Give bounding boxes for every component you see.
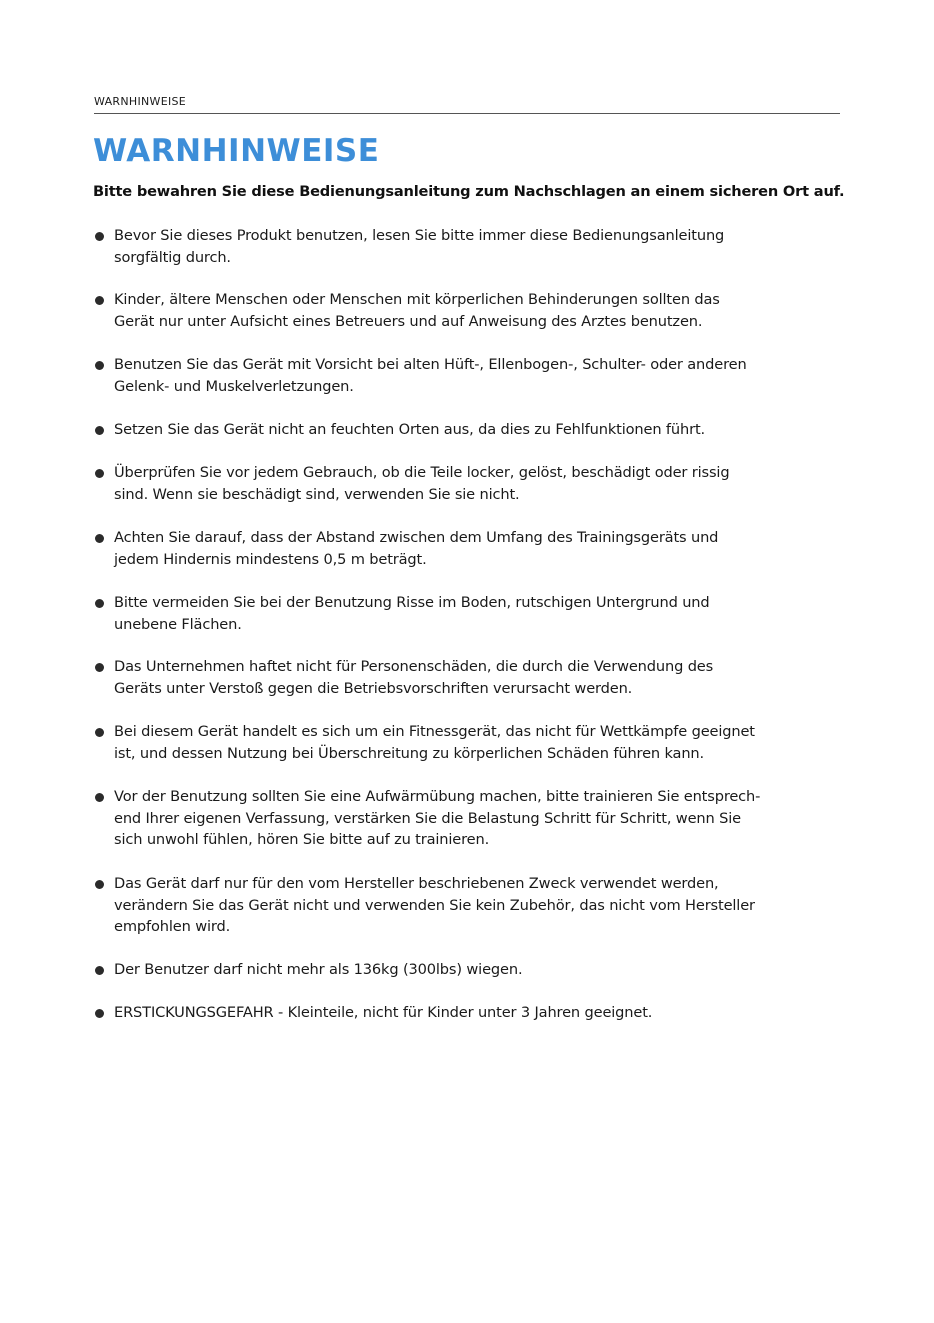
warning-text: Kinder, ältere Menschen oder Menschen mit körperlichen Behinderungen sollten das Gerät nur unter Aufsicht eines Betreuers und auf Anweisung des Arztes benutzen.	[114, 291, 720, 330]
warning-item	[95, 1002, 855, 1024]
warning-text: Setzen Sie das Gerät nicht an feuchten Orten aus, da dies zu Fehlfunktionen führt.	[114, 421, 706, 438]
warning-text: Vor der Benutzung sollten Sie eine Aufwärmübung machen, bitte trainieren Sie entsprech- end Ihrer eigenen Verfassung, verstärken Sie die Belastung Schritt für Schritt, wenn Sie sich unwohl fühlen, hören Sie bitte auf zu trainieren.	[114, 788, 761, 848]
warning-text: Das Unternehmen haftet nicht für Personenschäden, die durch die Verwendung des Geräts unter Verstoß gegen die Betriebsvorschriften verursacht werden.	[114, 658, 714, 697]
bullet-icon	[95, 793, 104, 802]
bullet-icon	[95, 663, 104, 672]
bullet-icon	[95, 534, 104, 543]
warning-text: ERSTICKUNGSGEFAHR - Kleinteile, nicht für Kinder unter 3 Jahren geeignet.	[114, 1004, 653, 1021]
warning-item	[95, 592, 855, 635]
warning-item	[95, 873, 855, 938]
bullet-icon	[95, 232, 104, 241]
warning-item	[95, 419, 855, 441]
warning-item	[95, 462, 855, 505]
bullet-icon	[95, 880, 104, 889]
running-header: WARNHINWEISE	[94, 95, 187, 108]
warning-item	[95, 289, 855, 332]
warning-text: Bitte vermeiden Sie bei der Benutzung Risse im Boden, rutschigen Untergrund und unebene Flächen.	[114, 594, 710, 633]
page-title: WARNHINWEISE	[93, 133, 380, 169]
bullet-icon	[95, 426, 104, 435]
bullet-icon	[95, 599, 104, 608]
warning-text: Bei diesem Gerät handelt es sich um ein Fitnessgerät, das nicht für Wettkämpfe geeignet ist, und dessen Nutzung bei Überschreitung zu körperlichen Schäden führen kann.	[114, 723, 755, 762]
bullet-icon	[95, 1009, 104, 1018]
warning-text: Der Benutzer darf nicht mehr als 136kg (300lbs) wiegen.	[114, 961, 523, 978]
warning-text: Bevor Sie dieses Produkt benutzen, lesen Sie bitte immer diese Bedienungsanleitung sorgfältig durch.	[114, 227, 725, 266]
warning-item	[95, 354, 855, 397]
header-divider	[94, 113, 840, 114]
warning-text: Überprüfen Sie vor jedem Gebrauch, ob die Teile locker, gelöst, beschädigt oder rissig sind. Wenn sie beschädigt sind, verwenden Sie sie nicht.	[114, 464, 730, 503]
warning-text: Das Gerät darf nur für den vom Hersteller beschriebenen Zweck verwendet werden, verändern Sie das Gerät nicht und verwenden Sie kein Zubehör, das nicht vom Hersteller empfohlen wird.	[114, 875, 755, 935]
intro-text: Bitte bewahren Sie diese Bedienungsanleitung zum Nachschlagen an einem sicheren Ort auf.	[93, 183, 845, 200]
bullet-icon	[95, 469, 104, 478]
warning-item	[95, 721, 855, 764]
warning-item	[95, 656, 855, 699]
warning-item	[95, 786, 855, 851]
warning-item	[95, 225, 855, 268]
bullet-icon	[95, 296, 104, 305]
bullet-icon	[95, 361, 104, 370]
warning-text: Benutzen Sie das Gerät mit Vorsicht bei alten Hüft-, Ellenbogen-, Schulter- oder anderen Gelenk- und Muskelverletzungen.	[114, 356, 747, 395]
warning-item	[95, 959, 855, 981]
bullet-icon	[95, 728, 104, 737]
bullet-icon	[95, 966, 104, 975]
warning-item	[95, 527, 855, 570]
warning-text: Achten Sie darauf, dass der Abstand zwischen dem Umfang des Trainingsgeräts und jedem Hindernis mindestens 0,5 m beträgt.	[114, 529, 719, 568]
